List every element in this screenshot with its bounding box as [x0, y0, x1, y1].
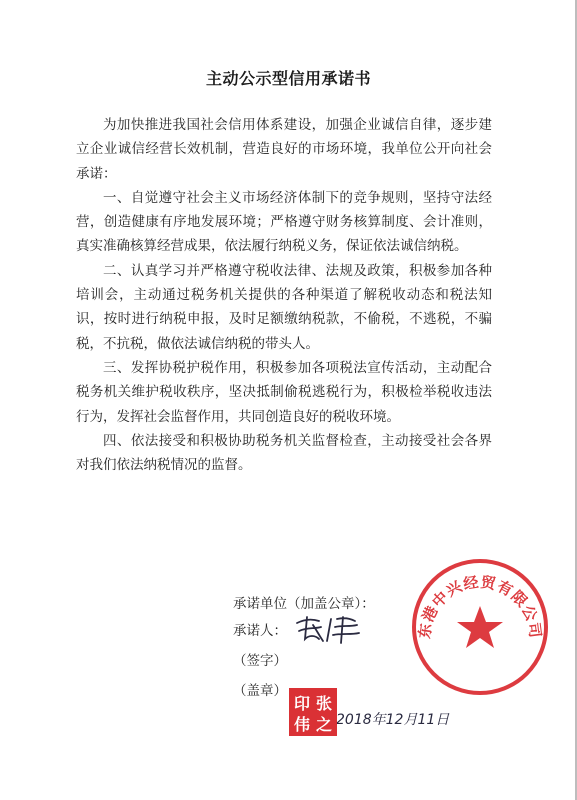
commitment-paragraph-2: [76, 259, 492, 356]
paragraph-line: 的税收环境。: [319, 408, 400, 425]
commit-person-row: [233, 619, 287, 639]
handwritten-signature: [293, 611, 363, 645]
paragraph-line: 持守法经营，创造健康有序地发展环境；严格遵守财务核算制: [76, 189, 493, 231]
company-seal: [409, 556, 551, 698]
paragraph-line: 主动配合税务机关维护税收秩序，坚决抵制偷税逃税行为，: [76, 359, 493, 401]
paragraph-line: 人。: [292, 335, 319, 352]
intro-line: 为加快推进我国社会信用体系建设，加强企业诚信自律，: [103, 117, 451, 133]
paragraph-line: 三、发挥协税护税作用，积极参加各项税法宣传活动，: [103, 359, 437, 376]
date-text: 2018年12月11日: [336, 712, 450, 728]
document-title: 主动公示型信用承诺书: [205, 69, 371, 88]
commitment-date: [336, 709, 466, 731]
paragraph-line: 不偷税，不逃税，不骗税，不抗税，做依法诚信纳税的带头: [76, 311, 493, 352]
commitment-paragraph-4: [76, 429, 492, 478]
paragraph-line: 一、自觉遵守社会主义市场经济体制下的竞争规则，坚: [103, 189, 437, 206]
commitment-paragraph-1: [76, 186, 492, 259]
seal-star-icon: [457, 606, 503, 648]
svg-text:东港中兴经贸有限公司: 东港中兴经贸有限公司: [415, 572, 545, 640]
intro-line: 单位公开向社会承诺：: [76, 141, 493, 182]
intro-paragraph: [76, 113, 492, 186]
svg-text:伟: 伟: [293, 715, 311, 734]
paragraph-line: 积极检举税收违法行为，发挥社会监督作用，共同创造良好: [76, 384, 493, 425]
commitment-paragraph-3: [76, 356, 492, 429]
svg-text:张: 张: [315, 694, 333, 713]
commit-person-label: 承诺人：: [233, 623, 287, 639]
paragraph-line: 社会各界对我们依法纳税情况的监督。: [76, 432, 493, 474]
personal-seal: [289, 688, 337, 736]
commit-unit-label: 承诺单位（加盖公章）：: [233, 596, 375, 612]
document-body: [76, 113, 492, 477]
paragraph-line: 收动态和税法知识，按时进行纳税申报，及时足额缴纳税款，: [76, 287, 492, 328]
paragraph-line: 度、会计准则，真实准确核算经营成果，依法履行纳税义务，: [76, 214, 493, 255]
intro-line: 逐步建立企业诚信经营长效机制，营造良好的市场环境，我: [76, 117, 493, 158]
paragraph-line: 参加各种培训会，主动通过税务机关提供的各种渠道了解税: [76, 262, 493, 304]
svg-text:之: 之: [315, 715, 333, 734]
paragraph-line: 四、依法接受和积极协助税务机关监督检查，主动接受: [103, 432, 437, 449]
paragraph-line: 二、认真学习并严格遵守税收法律、法规及政策，积极: [103, 262, 437, 279]
stamp-note: （盖章）: [233, 683, 287, 699]
sign-note: （签字）: [233, 653, 287, 669]
svg-text:印: 印: [293, 694, 311, 713]
paragraph-line: 保证依法诚信纳税。: [346, 238, 468, 255]
